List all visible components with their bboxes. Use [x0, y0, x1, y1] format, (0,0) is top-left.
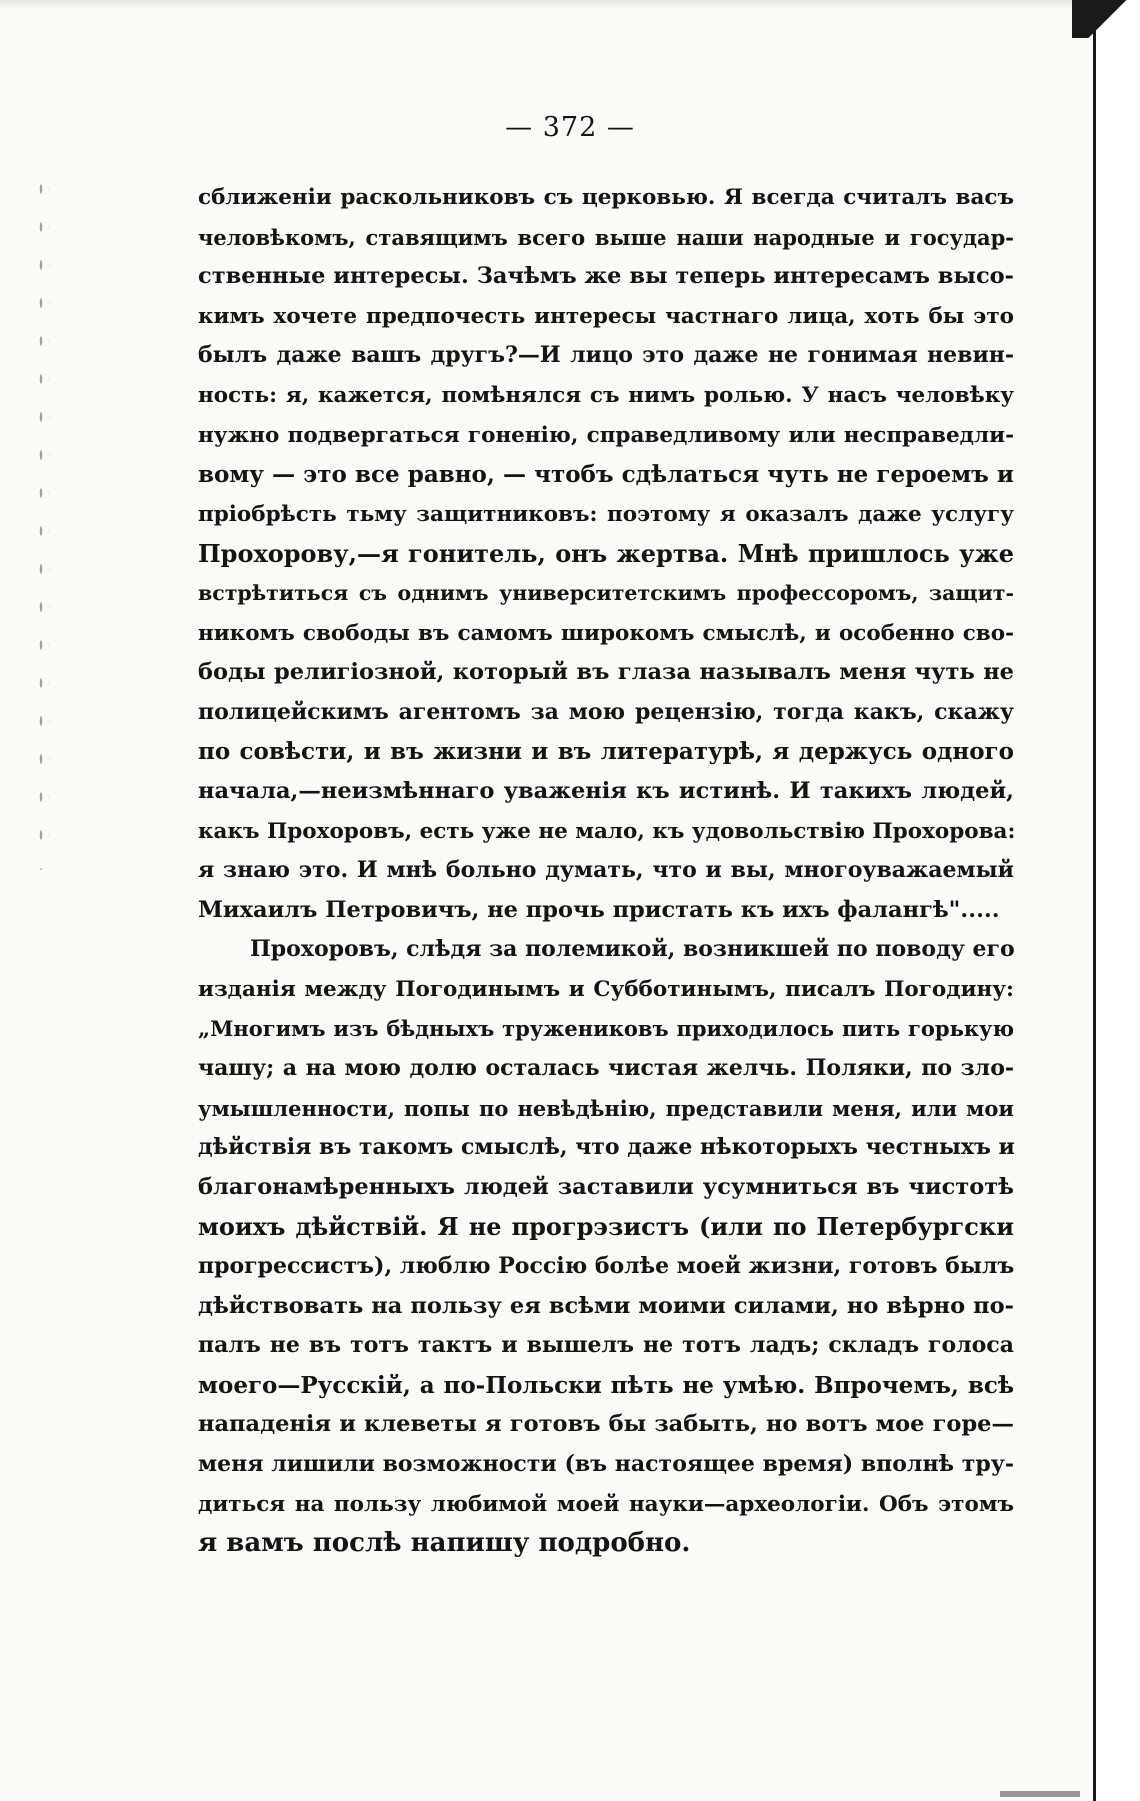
text-line: никомъ свободы въ самомъ широкомъ смыслѣ, и особенно сво- [198, 620, 1014, 646]
scan-top-edge [0, 0, 1140, 10]
text-line: моихъ дѣйствiй. Я не прогрэзистъ (или по Петербургски [198, 1212, 1014, 1242]
text-line: дѣйствовать на пользу ея всѣми моими силами, но вѣрно по- [198, 1292, 1014, 1319]
text-line: Прохоровъ, слѣдя за полемикой, возникшей по поводу его [250, 936, 1015, 963]
binding-edge [1093, 0, 1140, 1801]
text-line: начала,—неизмѣннаго уваженiя къ истинѣ. И такихъ людей, [198, 777, 1014, 804]
text-line: прiобрѣсть тьму защитниковъ: поэтому я оказалъ даже услугу [198, 501, 1014, 527]
text-line: „Многимъ изъ бѣдныхъ тружениковъ приходилось пить горькую [198, 1016, 1014, 1042]
text-line: чашу; а на мою долю осталась чистая желчь. Поляки, по зло- [198, 1055, 1014, 1082]
text-line: ность: я, кажется, помѣнялся съ нимъ ролью. У насъ человѣку [198, 382, 1014, 408]
text-line: какъ Прохоровъ, есть уже не мало, къ удовольствiю Прохорова: [198, 818, 1016, 844]
text-line: диться на пользу любимой моей науки—археологiи. Объ этомъ [198, 1491, 1014, 1517]
gutter-specks [36, 170, 50, 870]
scan-bottom-mark [1000, 1791, 1080, 1797]
text-line: боды религiозной, который въ глаза называлъ меня чуть не [198, 659, 1014, 686]
text-line: я знаю это. И мнѣ больно думать, что и вы, многоуважаемый [198, 857, 1014, 884]
text-line: благонамѣренныхъ людей заставили усумниться въ чистотѣ [198, 1173, 1014, 1200]
page-number: — 372 — [505, 112, 635, 143]
binding-corner [1072, 0, 1132, 38]
text-line: нападенiя и клеветы я готовъ бы забыть, но вотъ мое горе— [198, 1411, 1014, 1438]
text-line: я вамъ послѣ напишу подробно. [198, 1528, 691, 1559]
text-line: кимъ хочете предпочесть интересы частнаго лица, хоть бы это [198, 303, 1014, 329]
text-line: человѣкомъ, ставящимъ всего выше наши народные и государ- [198, 224, 1014, 250]
text-line: изданiя между Погодинымъ и Субботинымъ, писалъ Погодину: [198, 976, 1014, 1002]
text-line: Прохорову,—я гонитель, онъ жертва. Мнѣ пришлось уже [198, 539, 1014, 569]
text-line: прогрессистъ), люблю Россiю болѣе моей жизни, готовъ былъ [198, 1253, 1015, 1280]
text-line: умышленности, попы по невѣдѣнiю, представили меня, или мои [198, 1095, 1014, 1121]
text-line: по совѣсти, и въ жизни и въ литературѣ, я держусь одного [198, 738, 1014, 766]
text-line: моего—Русскiй, а по-Польски пѣть не умѣю. Впрочемъ, всѣ [198, 1371, 1014, 1399]
text-line: былъ даже вашъ другъ?—И лицо это даже не гонимая невин- [198, 342, 1014, 369]
text-line: меня лишили возможности (въ настоящее время) вполнѣ тру- [198, 1451, 1014, 1477]
text-line: сближенiи раскольниковъ съ церковью. Я всегда считалъ васъ [198, 185, 1014, 210]
text-line: палъ не въ тотъ тактъ и вышелъ не тотъ ладъ; складъ голоса [198, 1332, 1014, 1359]
text-line: полицейскимъ агентомъ за мою рецензiю, тогда какъ, скажу [198, 698, 1014, 725]
text-line: дѣйствiя въ такомъ смыслѣ, что даже нѣкоторыхъ честныхъ и [198, 1134, 1015, 1161]
text-line: вому — это все равно, — чтобъ сдѣлаться чуть не героемъ и [198, 461, 1014, 489]
text-line: встрѣтиться съ однимъ университетскимъ профессоромъ, защит- [198, 580, 1014, 605]
text-line: ственные интересы. Зачѣмъ же вы теперь интересамъ высо- [198, 263, 1014, 290]
text-block [198, 178, 1014, 1564]
text-line: нужно подвергаться гоненiю, справедливому или несправедли- [198, 422, 1014, 448]
text-line: Михаилъ Петровичъ, не прочь пристать къ ихъ фалангѣ"..... [198, 896, 1000, 923]
